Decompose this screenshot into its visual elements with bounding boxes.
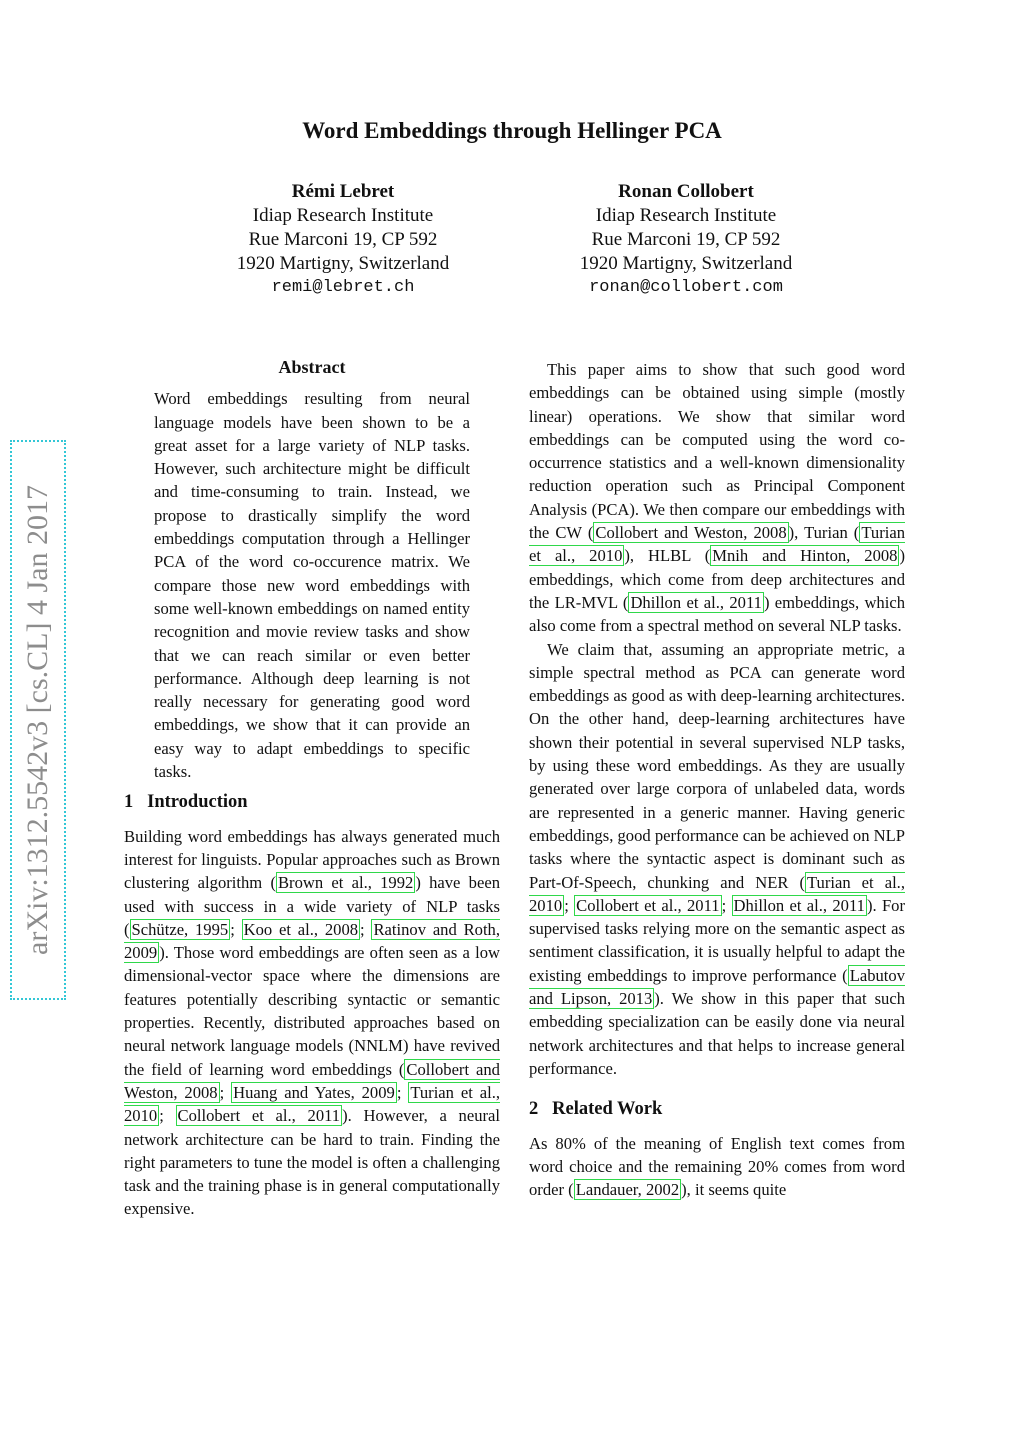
- citation-link[interactable]: Turian et al., 2010: [124, 1082, 500, 1126]
- paper-title: Word Embeddings through Hellinger PCA: [302, 118, 722, 143]
- arxiv-stamp[interactable]: [10, 440, 66, 1000]
- citation-link[interactable]: Dhillon et al., 2011: [630, 592, 762, 612]
- citation-link[interactable]: Collobert et al., 2011: [576, 895, 720, 915]
- author-email[interactable]: ronan@collobert.com: [589, 278, 783, 297]
- citation-link[interactable]: Dhillon et al., 2011: [733, 895, 865, 915]
- citation-link[interactable]: Landauer, 2002: [575, 1180, 680, 1200]
- citation-link[interactable]: Collobert and Weston, 2008: [124, 1059, 500, 1102]
- left-column: [124, 356, 500, 1221]
- author-city: 1920 Martigny, Switzerland: [236, 253, 450, 274]
- author-city: 1920 Martigny, Switzerland: [579, 253, 793, 274]
- citation-link[interactable]: Schütze, 1995: [131, 919, 229, 939]
- section-number: 1: [124, 792, 134, 813]
- author-affiliation: Idiap Research Institute: [252, 205, 434, 226]
- citation-link[interactable]: Collobert and Weston, 2008: [595, 523, 787, 543]
- abstract-heading: Abstract: [278, 357, 346, 377]
- section-number: 2: [529, 1099, 539, 1120]
- citation-link[interactable]: Turian et al., 2010: [529, 523, 905, 566]
- citation-link[interactable]: Collobert et al., 2011: [177, 1106, 341, 1126]
- author-affiliation: Idiap Research Institute: [595, 205, 777, 226]
- citation-link[interactable]: Turian et al., 2010: [529, 872, 905, 915]
- body-paragraph: This paper aims to show that such good word embeddings can be obtained using simple (mostly linear) operations. We show that similar word embeddings can be computed using the word co-occurrence statistics and a well-known dimensionality reduction operation such as Principal Component Analysis (PCA). We then compare our embeddings with the CW ( Collobert and Weston, 2008 ), Turian ( Turian et al., 2010 ), HLBL ( Mnih and Hinton, 2008 ) embeddings, which come from deep architectures and the LR-MVL ( Dhillon et al., 2011 ) embeddings, which also come from a spectral method on several NLP tasks.: [529, 360, 905, 636]
- arxiv-stamp-text: arXiv:1312.5542v3 [cs.CL] 4 Jan 2017: [21, 485, 54, 955]
- citation-link[interactable]: Koo et al., 2008: [243, 919, 359, 939]
- citation-link[interactable]: Huang and Yates, 2009: [233, 1082, 395, 1102]
- citation-link[interactable]: Mnih and Hinton, 2008: [712, 546, 898, 566]
- author-block-1: [178, 180, 508, 300]
- citation-link[interactable]: Ratinov and Roth, 2009: [124, 919, 500, 963]
- intro-paragraph: Building word embeddings has always generated much interest for linguists. Popular approaches such as Brown clustering algorithm ( Brown et al., 1992 ) have been used with success in a wide variety of NLP tasks ( Schütze, 1995 ; Koo et al., 2008 ; Ratinov and Roth, 2009 ). Those word embeddings are often seen as a low dimensional-vector space where the dimensions are features potentially describing syntactic or semantic properties. Recently, distributed approaches based on neural network language models (NNLM) have revived the field of learning word embeddings ( Collobert and Weston, 2008 ; Huang and Yates, 2009 ; Turian et al., 2010 ; Collobert et al., 2011 ). However, a neural network architecture can be hard to train. Finding the right parameters to tune the model is often a challenging task and the training phase is in general computationally expensive.: [124, 826, 500, 1219]
- section-heading-related-work: [529, 1098, 905, 1121]
- author-name: Ronan Collobert: [618, 181, 754, 202]
- author-street: Rue Marconi 19, CP 592: [248, 229, 438, 250]
- abstract-text: Word embeddings resulting from neural language models have been shown to be a great asset for a large variety of NLP tasks. However, such architecture might be difficult and time-consuming to train. Instead, we propose to drastically simplify the word embeddings computation through a Hellinger PCA of the word co-occurence matrix. We compare those new word embeddings with some well-known embeddings on named entity recognition and movie review tasks and show that we can reach similar or even better performance. Although deep learning is not really necessary for generating good word embeddings, we show that it can provide an easy way to adapt embeddings to specific tasks.: [154, 389, 470, 782]
- citation-link[interactable]: Brown et al., 1992: [277, 873, 414, 893]
- author-name: Rémi Lebret: [291, 181, 395, 202]
- right-column: [529, 358, 905, 1201]
- section-heading-introduction: [124, 791, 500, 814]
- author-email[interactable]: remi@lebret.ch: [271, 278, 415, 297]
- author-block-2: [521, 180, 851, 300]
- body-paragraph: As 80% of the meaning of English text comes from word choice and the remaining 20% comes from word order ( Landauer, 2002 ), it seems quite: [529, 1133, 905, 1200]
- author-street: Rue Marconi 19, CP 592: [591, 229, 781, 250]
- section-title: Related Work: [552, 1099, 663, 1120]
- section-title: Introduction: [147, 792, 248, 813]
- citation-link[interactable]: Labutov and Lipson, 2013: [529, 965, 905, 1009]
- body-paragraph: We claim that, assuming an appropriate metric, a simple spectral method as PCA can generate word embeddings as good as with deep-learning architectures. On the other hand, deep-learning architectures have shown their potential in several supervised NLP tasks, by using these word embeddings. As they are usually generated over large corpora of unlabeled data, words are represented in a generic manner. Having generic embeddings, good performance can be achieved on NLP tasks where the syntactic aspect is dominant such as Part-Of-Speech, chunking and NER ( Turian et al., 2010 ; Collobert et al., 2011 ; Dhillon et al., 2011 ). For supervised tasks relying more on the semantic aspect as sentiment classification, it is usually helpful to adapt the existing embeddings to improve performance ( Labutov and Lipson, 2013 ). We show in this paper that such embedding specialization can be easily done via neural network architectures and that helps to increase general performance.: [529, 639, 906, 1078]
